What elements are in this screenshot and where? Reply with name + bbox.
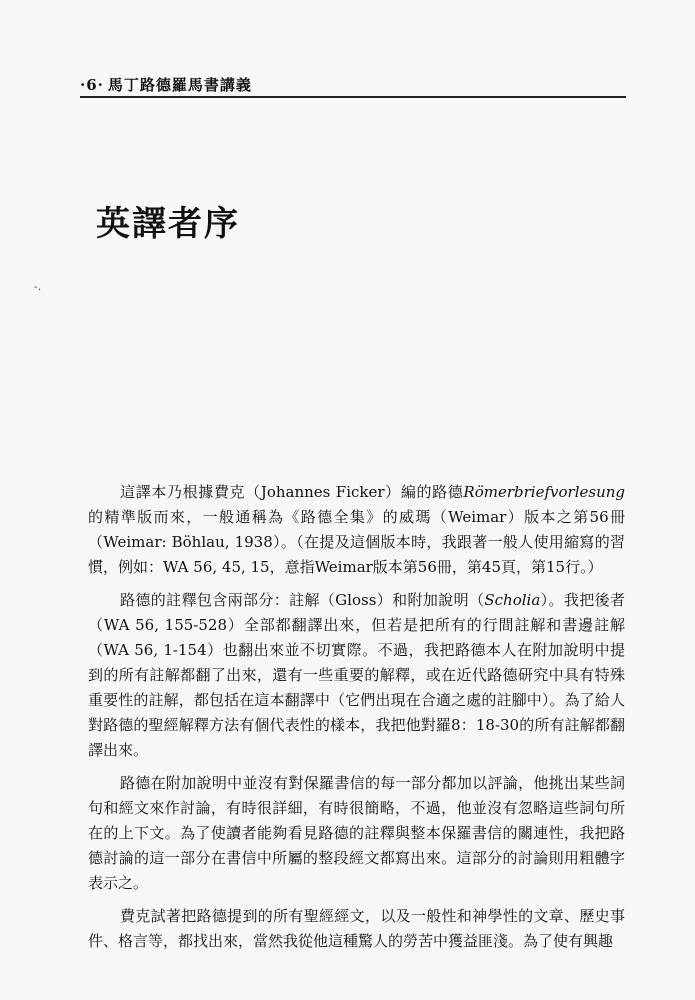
paragraph-2: 路德的註釋包含兩部分：註解（Gloss）和附加說明（Scholia）。我把後者（WA 56, 155-528）全部都翻譯出來，但若是把所有的行間註解和書邊註解（WA 56, 1-154）也翻出來並不切實際。不過，我把路德本人在附加說明中提到的所有註解都翻了出來，還有一些重要的解釋，或在近代路德研究中具有特殊重要性的註解，都包括在這本翻譯中（它們出現在合適之處的註腳中）。為了給人對路德的聖經解釋方法有個代表性的樣本，我把他對羅8：18-30的所有註解都翻譯出來。 [88,591,625,759]
running-title: 馬丁路德羅馬書講義 [107,76,252,94]
paragraph-4: 費克試著把路德提到的所有聖經經文，以及一般性和神學性的文章、歷史事件、格言等，都找出來，當然我從他這種驚人的勞苦中獲益匪淺。為了使有興趣 [88,907,625,950]
paragraph-1: 這譯本乃根據費克（Johannes Ficker）編的路德Römerbriefvorlesung的精準版而來，一般通稱為《路德全集》的威瑪（Weimar）版本之第56冊（Weimar: Böhlau, 1938）。（在提及這個版本時，我跟著一般人使用縮寫的習慣，例如：WA 56, 45, 15，意指Weimar版本第56冊，第45頁，第15行。） [88,483,625,576]
page-number: ·6· [80,75,104,94]
running-header [80,74,624,95]
chapter-title: 英譯者序 [96,204,240,244]
body-text [88,480,625,962]
paragraph-3: 路德在附加說明中並沒有對保羅書信的每一部分都加以評論，他挑出某些詞句和經文來作討論，有時很詳細，有時很簡略，不過，他並沒有忽略這些詞句所在的上下文。為了使讀者能夠看見路德的註釋與整本保羅書信的關連性，我把路德討論的這一部分在書信中所屬的整段經文都寫出來。這部分的討論則用粗體字表示之。 [88,774,625,892]
margin-mark: -. [34,280,42,293]
header-rule [80,96,626,98]
